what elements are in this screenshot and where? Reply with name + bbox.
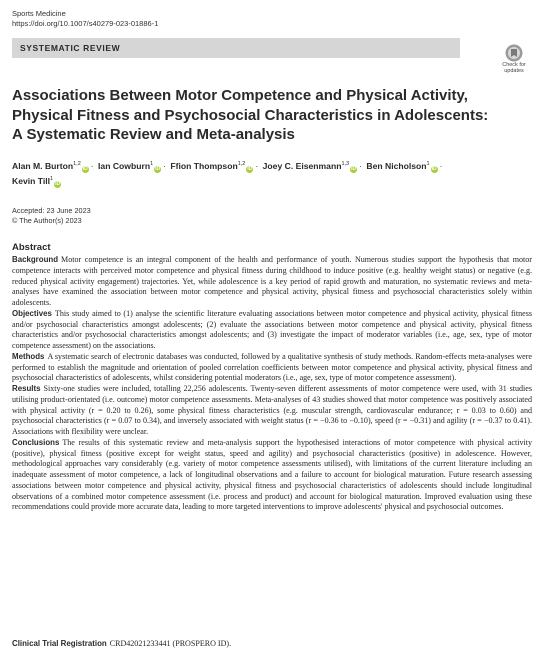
title-line-2: Physical Fitness and Psychosocial Characteristics in Adolescents: [12,106,489,124]
abstract-body [12,255,532,513]
article-title [12,86,512,145]
check-for-updates-line2: updates [504,68,524,74]
abstract-conclusions: Conclusions The results of this systematic review and meta-analysis support the hypothesised interactions of motor competence with physical activity (positive), physical fitness (positive except for weight status, speed and agility) and psychosocial characteristics (positive) in adolescence. However, methodological approaches vary considerably (e.g. variety of motor competence assessments utilised), with limitations of the current literature including an inadequate assessment of motor competence, a lack of longitudinal observations and a failure to account for biological maturation. Future research assessing associations between motor competence and physical activity, physical fitness and psychosocial characteristics of adolescents should include longitudinal observations of a combined motor competence assessment (i.e. process and product) and account for biological maturation. Improved evaluation using these recommendations could provide more accurate data, leading to more targeted interventions to improve adolescents' physical and psychosocial outcomes. [12,437,532,512]
accepted-date: Accepted: 23 June 2023 [12,206,91,215]
orcid-icon[interactable]: iD [55,181,61,187]
orcid-icon[interactable]: iD [431,166,437,172]
abstract-background: Background Motor competence is an integral component of the health and performance of youth. Numerous studies support the hypothesis that motor competence interacts with perceived motor competence and physical fitness during childhood to induce positive (e.g. healthy weight status) or negative (e.g. reduced physical activity engagement) trajectories. Yet, while adolescence is a key period of rapid growth and maturation, no systematic reviews and meta-analyses have examined the association between motor competence and physical activity, physical fitness and psychosocial characteristics solely within adolescents. [12,255,532,307]
author[interactable]: Ian Cowburn$^1$iD [98,161,161,172]
author[interactable]: Ffion Thompson$^{1,2}$iD [170,161,253,172]
doi-link[interactable]: https://doi.org/10.1007/s40279-023-01886-1 [12,19,159,28]
abstract-methods: Methods A systematic search of electronic databases was conducted, followed by a qualitative synthesis of study methods. Random-effects meta-analyses were performed to establish the magnitude and orientation of pooled correlation coefficients between motor competence and physical activity, physical fitness and psychosocial characteristics of adolescents, whilst considering potential moderators (i.e., age, sex, type of motor competence assessment). [12,351,532,383]
copyright-line: © The Author(s) 2023 [12,215,82,225]
author-list: Alan M. Burton$^{1,2}$iD · Ian Cowburn$^1$iD · Ffion Thompson$^{1,2}$iD · Joey C. Eisenmann$^{1,3}$iD · Ben Nicholson$^1$iD · Kevin Till$^1$iD [12,161,443,187]
orcid-icon[interactable]: iD [82,166,88,172]
author[interactable]: Kevin Till$^1$iD [12,176,61,187]
orcid-icon[interactable]: iD [351,166,357,172]
check-for-updates-badge[interactable] [497,44,531,78]
article-type-label: SYSTEMATIC REVIEW [20,43,121,53]
author[interactable]: Alan M. Burton$^{1,2}$iD [12,161,88,172]
author[interactable]: Ben Nicholson$^1$iD [366,161,437,172]
title-line-1: Associations Between Motor Competence and Physical Activity, [12,87,468,104]
title-line-3: A Systematic Review and Meta-analysis [12,126,295,143]
journal-name: Sports Medicine [12,9,66,18]
abstract-results: Results Sixty-one studies were included, totalling 22,256 adolescents. Twenty-seven different assessments of motor competence were used, with 31 studies utilising product-orientated (i.e. outcome) motor competence assessments. Meta-analyses of 43 studies showed that motor competence was positively associated with physical activity (r = 0.20 to 0.26), some physical fitness characteristics (e.g. muscular strength, cardiovascular endurance; r = 0.03 to 0.60) and psychosocial characteristics (r = 0.07 to 0.34), and inversely associated with weight status (r = −0.36 to −0.10), speed (r = −0.31) and agility (r = −0.37 to 0.41). Associations with flexibility were unclear. [12,384,532,436]
article-type-banner [12,38,460,58]
journal-header [12,9,158,29]
publication-dates [12,206,91,225]
author[interactable]: Joey C. Eisenmann$^{1,3}$iD [262,161,357,172]
abstract-heading: Abstract [12,242,51,253]
clinical-trial-registration: Clinical Trial Registration CRD42021233441 (PROSPERO ID). [12,639,232,648]
check-for-updates-badge-icon [505,44,523,62]
abstract-objectives: Objectives This study aimed to (1) analyse the scientific literature evaluating associations between motor competence and physical activity, physical fitness and/or psychosocial characteristics amongst adolescents; (2) evaluate the associations between motor competence and physical activity, physical fitness characteristics and/or psychosocial characteristics amongst adolescents; and (3) investigate the impact of moderator variables (i.e., age, sex, type of motor competence assessment) on the associations. [12,308,532,350]
orcid-icon[interactable]: iD [247,166,253,172]
orcid-icon[interactable]: iD [155,166,161,172]
check-for-updates-line1: Check for [502,62,526,68]
